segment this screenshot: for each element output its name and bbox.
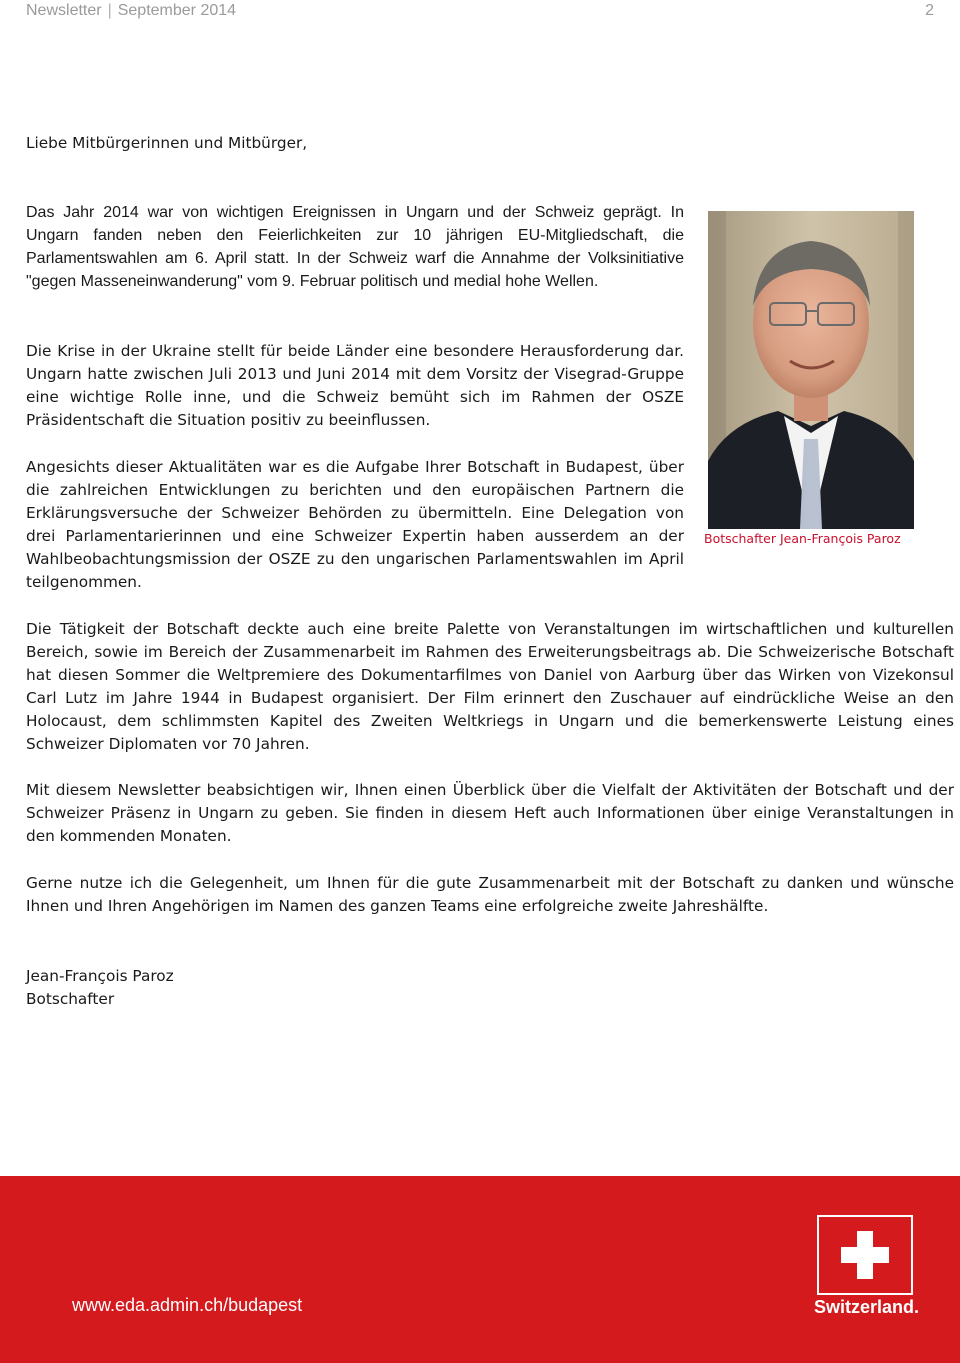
newsletter-title: Newsletter — [26, 2, 102, 19]
photo-caption: Botschafter Jean-François Paroz — [704, 531, 901, 546]
paragraph-1: Das Jahr 2014 war von wichtigen Ereignissen in Ungarn und der Schweiz geprägt. In Ungarn fanden neben den Feierlichkeiten zur 10 jährigen EU-Mitgliedschaft, die Parlamentswahlen am 6. April statt. In der Schweiz warf die Annahme der Volksinitiative "gegen Masseneinwanderung" vom 9. Februar politisch und medial hohe Wellen. — [26, 204, 684, 290]
signature-title: Botschafter — [26, 990, 115, 1008]
paragraph-5: Mit diesem Newsletter beabsichtigen wir, Ihnen einen Überblick über die Vielfalt der Aktivitäten der Botschaft und der Schweizer Präsenz in Ungarn zu geben. Sie finden in diesem Heft auch Informationen über einige Veranstaltungen in den kommenden Monaten. — [26, 781, 954, 845]
greeting: Liebe Mitbürgerinnen und Mitbürger, — [26, 134, 308, 152]
paragraph-3: Angesichts dieser Aktualitäten war es die Aufgabe Ihrer Botschaft in Budapest, über die zahlreichen Entwicklungen zu berichten und den europäischen Partnern die Erklärungsversuche der Schweizer Behörden zu übermitteln. Eine Delegation von drei Parlamentarierinnen und eine Schweizer Expertin haben ausserdem an der Wahlbeobachtungsmission der OSZE zu den ungarischen Parlamentswahlen im April teilgenommen. — [26, 458, 684, 591]
paragraph-6: Gerne nutze ich die Gelegenheit, um Ihnen für die gute Zusammenarbeit mit der Botschaft zu danken und wünsche Ihnen und Ihren Angehörigen im Namen des ganzen Teams eine erfolgreiche zweite Jahreshälfte. — [26, 874, 954, 915]
switzerland-logo-text: Switzerland. — [814, 1297, 920, 1317]
paragraph-4: Die Tätigkeit der Botschaft deckte auch eine breite Palette von Veranstaltungen im wirtschaftlichen und kulturellen Bereich, sowie im Bereich der Zusammenarbeit im Rahmen des Erweiterungsbeitrags ab. Die Schweizerische Botschaft hat diesen Sommer die Weltpremiere des Dokumentarfilmes von Daniel von Aarburg über das Wirken von Vizekonsul Carl Lutz im Jahre 1944 in Budapest organisiert. Der Film erinnert den Zuschauer auf eindrückliche Weise an den Holocaust, dem schlimmsten Kapitel des Zweiten Weltkriegs in Ungarn und die bemerkenswerte Leistung eines Schweizer Diplomaten vor 70 Jahren. — [26, 620, 954, 753]
footer-bar — [0, 1176, 960, 1363]
signature — [26, 965, 174, 1011]
newsletter-date: September 2014 — [117, 2, 237, 19]
header-separator: | — [107, 2, 112, 19]
signature-name: Jean-François Paroz — [26, 967, 174, 985]
page-header — [26, 2, 934, 24]
footer-url-link[interactable]: www.eda.admin.ch/budapest — [72, 1295, 303, 1315]
swiss-cross-icon — [817, 1215, 913, 1295]
paragraph-2: Die Krise in der Ukraine stellt für beide Länder eine besondere Herausforderung dar. Ungarn hatte zwischen Juli 2013 und Juni 2014 mit dem Vorsitz der Visegrad-Gruppe eine wichtige Rolle inne, und die Schweiz bemüht sich im Rahmen der OSZE Präsidentschaft die Situation positiv zu beeinflussen. — [26, 342, 684, 429]
ambassador-portrait — [708, 211, 914, 529]
portrait-photo-icon — [708, 211, 914, 529]
page-number: 2 — [925, 2, 934, 19]
